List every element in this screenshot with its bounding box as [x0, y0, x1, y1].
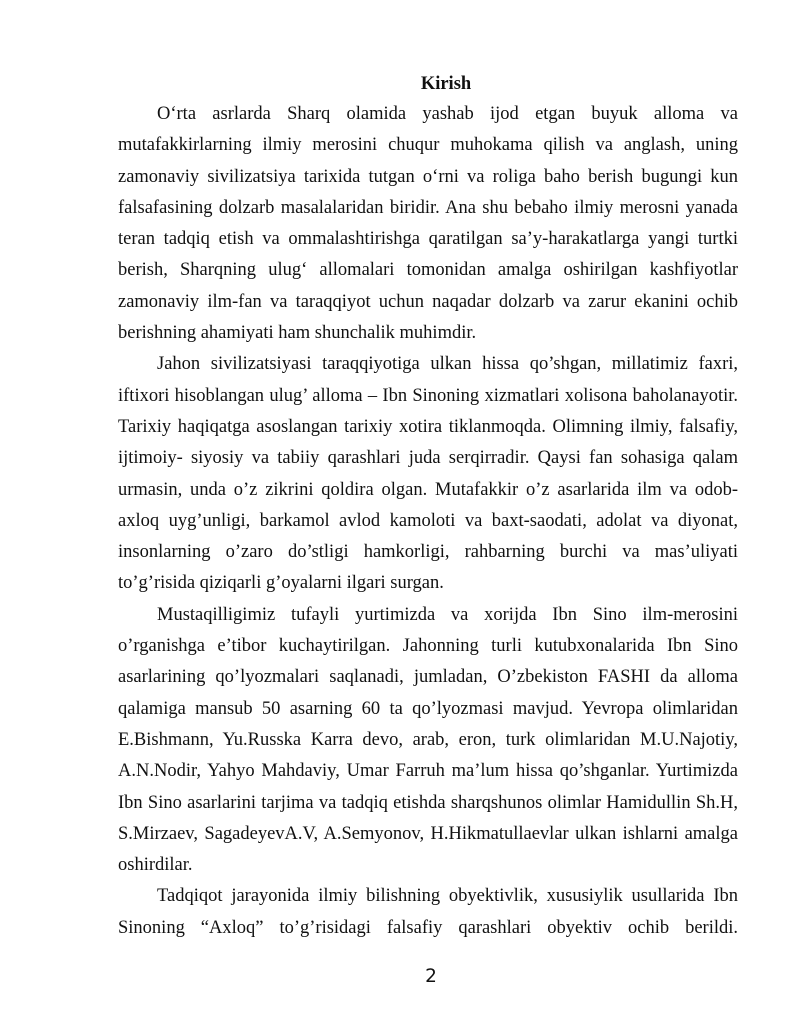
page-number: 2 — [425, 966, 437, 987]
paragraph-1: O‘rta asrlarda Sharq olamida yashab ijod etgan buyuk alloma va mutafakkirlarning ilmiy merosini chuqur muhokama qilish va anglash, uning zamonaviy sivilizatsiya tarixida tutgan o‘rni va roliga baho berish bugungi kun falsafasining dolzarb masalalaridan biridir. Ana shu bebaho ilmiy merosni yanada teran tadqiq etish va ommalashtirishga qaratilgan sa’y-harakatlarga yangi turtki berish, Sharqning ulug‘ allomalari tomonidan amalga oshirilgan kashfiyotlar zamonaviy ilm-fan va taraqqiyot uchun naqadar dolzarb va zarur ekanini ochib berishning ahamiyati ham shunchalik muhimdir. — [118, 104, 738, 344]
document-page — [118, 70, 738, 944]
paragraph-3: Mustaqilligimiz tufayli yurtimizda va xorijda Ibn Sino ilm-merosini o’rganishga e’tibor kuchaytirilgan. Jahonning turli kutubxonalarida Ibn Sino asarlarining qo’lyozmalari saqlanadi, jumladan, O’zbekiston FASHI da alloma qalamiga mansub 50 asarning 60 ta qo’lyozmasi mavjud. Yevropa olimlaridan E.Bishmann, Yu.Russka Karra devo, arab, eron, turk olimlaridan M.U.Najotiy, A.N.Nodir, Yahyo Mahdaviy, Umar Farruh ma’lum hissa qo’shganlar. Yurtimizda Ibn Sino asarlarini tarjima va tadqiq etishda sharqshunos olimlar Hamidullin Sh.H, S.Mirzaev, SagadeyevA.V, A.Semyonov, H.Hikmatullaevlar ulkan ishlarni amalga oshirdilar. — [118, 604, 738, 876]
paragraph-4: Tadqiqot jarayonida ilmiy bilishning obyektivlik, xususiylik usullarida Ibn Sinoning “Axloq” to’g’risidagi falsafiy qarashlari obyektiv ochib berildi. — [118, 886, 738, 938]
paragraph-2: Jahon sivilizatsiyasi taraqqiyotiga ulkan hissa qo’shgan, millatimiz faxri, iftixori hisoblangan ulug’ alloma – Ibn Sinoning xizmatlari xolisona baholanayotir. Tarixiy haqiqatga asoslangan tarixiy xotira tiklanmoqda. Olimning ilmiy, falsafiy, ijtimoiy- siyosiy va tabiiy qarashlari juda serqirradir. Qaysi fan sohasiga qalam urmasin, unda o’z zikrini qoldira olgan. Mutafakkir o’z asarlarida ilm va odob-axloq uyg’unligi, barkamol avlod kamoloti va baxt-saodati, adolat va diyonat, insonlarning o’zaro do’stligi hamkorligi, rahbarning burchi va mas’uliyati to’g’risida qiziqarli g’oyalarni ilgari surgan. — [118, 354, 738, 594]
section-title: Kirish — [420, 74, 472, 94]
